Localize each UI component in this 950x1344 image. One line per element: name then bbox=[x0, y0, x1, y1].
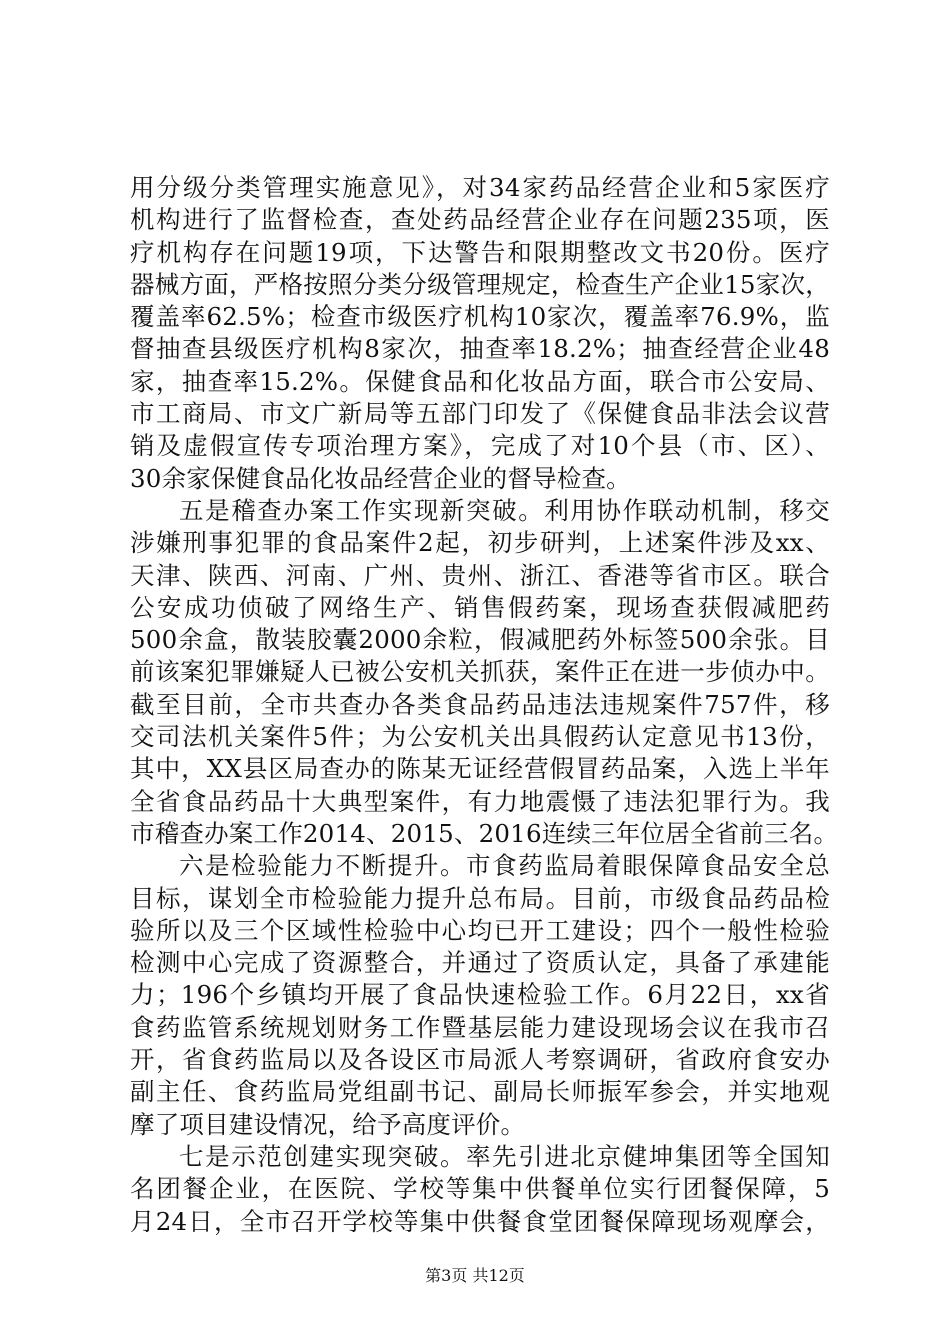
text-line: 目标，谋划全市检验能力提升总布局。目前，市级食品药品检 bbox=[130, 883, 830, 913]
text-line: 其中，XX县区局查办的陈某无证经营假冒药品案，入选上半年 bbox=[130, 754, 830, 784]
text-line: 前该案犯罪嫌疑人已被公安机关抓获，案件正在进一步侦办中。 bbox=[130, 657, 830, 687]
document-body bbox=[130, 172, 839, 1238]
text-line: 家，抽查率15.2%。保健食品和化妆品方面，联合市公安局、 bbox=[130, 366, 830, 396]
text-line: 副主任、食药监局党组副书记、副局长师振军参会，并实地观 bbox=[130, 1077, 830, 1107]
text-line: 名团餐企业，在医院、学校等集中供餐单位实行团餐保障，5 bbox=[130, 1174, 830, 1204]
page-footer bbox=[0, 1266, 950, 1286]
text-line: 月24日，全市召开学校等集中供餐食堂团餐保障现场观摩会， bbox=[130, 1206, 830, 1236]
text-line: 七是示范创建实现突破。率先引进北京健坤集团等全国知 bbox=[179, 1141, 830, 1171]
text-line: 力；196个乡镇均开展了食品快速检验工作。6月22日，xx省 bbox=[130, 980, 830, 1010]
text-line: 督抽查县级医疗机构8家次，抽查率18.2%；抽查经营企业48 bbox=[130, 334, 830, 364]
text-line: 500余盒，散装胶囊2000余粒，假减肥药外标签500余张。目 bbox=[130, 625, 830, 655]
text-line: 机构进行了监督检查，查处药品经营企业存在问题235项，医 bbox=[130, 205, 830, 235]
text-line: 交司法机关案件5件；为公安机关出具假药认定意见书13份， bbox=[130, 722, 830, 752]
text-line: 检测中心完成了资源整合，并通过了资质认定，具备了承建能 bbox=[130, 948, 830, 978]
text-line: 用分级分类管理实施意见》，对34家药品经营企业和5家医疗 bbox=[130, 173, 830, 202]
page-number: 第3页 共12页 bbox=[425, 1266, 525, 1285]
text-line: 食药监管系统规划财务工作暨基层能力建设现场会议在我市召 bbox=[130, 1012, 830, 1042]
text-line: 销及虚假宣传专项治理方案》，完成了对10个县（市、区）、 bbox=[130, 431, 830, 461]
text-line: 全省食品药品十大典型案件，有力地震慑了违法犯罪行为。我 bbox=[130, 786, 830, 816]
text-line: 截至目前，全市共查办各类食品药品违法违规案件757件，移 bbox=[130, 689, 830, 719]
text-line: 验所以及三个区域性检验中心均已开工建设；四个一般性检验 bbox=[130, 915, 830, 945]
text-line: 五是稽查办案工作实现新突破。利用协作联动机制，移交 bbox=[179, 495, 830, 525]
text-line: 公安成功侦破了网络生产、销售假药案，现场查获假减肥药 bbox=[130, 592, 830, 622]
text-line: 疗机构存在问题19项，下达警告和限期整改文书20份。医疗 bbox=[130, 237, 830, 267]
text-line: 六是检验能力不断提升。市食药监局着眼保障食品安全总 bbox=[179, 851, 830, 881]
text-line: 涉嫌刑事犯罪的食品案件2起，初步研判，上述案件涉及xx、 bbox=[130, 528, 830, 558]
text-line: 天津、陕西、河南、广州、贵州、浙江、香港等省市区。联合 bbox=[130, 560, 830, 590]
text-line: 开，省食药监局以及各设区市局派人考察调研，省政府食安办 bbox=[130, 1045, 830, 1075]
text-line: 市工商局、市文广新局等五部门印发了《保健食品非法会议营 bbox=[130, 399, 830, 429]
text-line: 30余家保健食品化妆品经营企业的督导检查。 bbox=[130, 463, 631, 493]
text-line: 器械方面，严格按照分类分级管理规定，检查生产企业15家次， bbox=[130, 269, 830, 299]
text-line: 市稽查办案工作2014、2015、2016连续三年位居全省前三名。 bbox=[130, 818, 839, 848]
text-line: 摩了项目建设情况，给予高度评价。 bbox=[130, 1109, 526, 1139]
text-line: 覆盖率62.5%；检查市级医疗机构10家次，覆盖率76.9%，监 bbox=[130, 302, 830, 332]
